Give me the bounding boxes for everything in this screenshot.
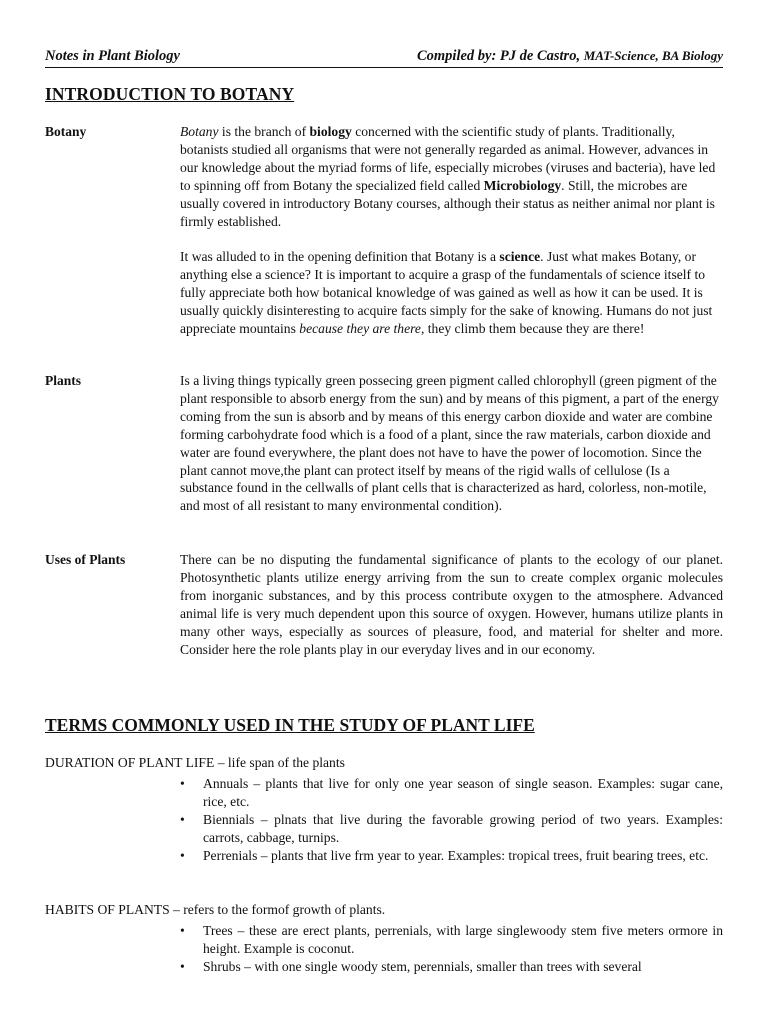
list-item (180, 811, 723, 847)
bullet-icon: • (180, 923, 185, 938)
header-compiled-by: Compiled by: PJ de Castro, (416, 48, 584, 64)
botany-p1-text-a: is the branch of (218, 124, 310, 139)
header-right (417, 48, 723, 65)
duration-item-biennials: Biennials – plnats that live during the favorable growing period of two years. Examples: carrots, cabbage, turnips. (203, 811, 723, 845)
botany-p2-text-b: . Just what makes Botany, or anything else a science? It is important to acquire a grasp of the fundamentals of science itself to fully appreciate both how botanical knowledge of was gained as well as how it can be used. It is usually quickly disinteresting to acquire facts simply for the sake of knowing. Humans do not just appreciate mountains (180, 249, 713, 336)
page-header (45, 48, 723, 68)
bullet-icon: • (180, 811, 185, 827)
botany-paragraph-2 (180, 248, 723, 338)
botany-p1-text-b: concerned with the scientific study of plants. Traditionally, botanists studied all organisms that were not generally regarded as animal. However, advances in our knowledge about the myriad forms of life, especially microbes (viruses and bacteria), have led to spinning off from Botany the specialized field called (180, 124, 716, 193)
bullet-icon: • (180, 776, 185, 791)
plants-paragraph: Is a living things typically green possecing green pigment called chlorophyll (green pigment of the plant responsible to absorb energy from the sun) and by means of this pigment, a part of the energy coming from the sun is absorb and by means of this energy carbon dioxide and water are combine forming carbohydrate food which is a food of a plant, since the raw materials, carbon dioxide and water are found everywhere, the plant does not have to have the power of locomotion. Since the plant cannot move,the plant can protect itself by means of the rigid walls of cellulose (Is a substance found in the cellwalls of plant cells that is characterized as hard, colorless, non-motile, and most of all resistant to many environmental condition). (180, 373, 719, 514)
botany-term: Botany (180, 124, 219, 139)
list-item (180, 775, 723, 811)
habits-list (180, 922, 723, 976)
terms-title: TERMS COMMONLY USED IN THE STUDY OF PLANT LIFE (45, 715, 535, 735)
botany-paragraph-1 (180, 123, 723, 230)
header-credentials: MAT-Science, BA Biology (583, 48, 723, 63)
science-term: science (499, 249, 541, 264)
habits-item-trees: Trees – these are erect plants, perrenials, with large singlewoody stem five meters ormore in height. Example is coconut. (203, 923, 723, 956)
botany-p2-text-a: It was alluded to in the opening definition that Botany is a (180, 249, 500, 264)
duration-item-perrenials: Perrenials – plants that live frm year to year. Examples: tropical trees, fruit bearing trees, etc. (203, 847, 709, 863)
biology-term: biology (309, 124, 352, 139)
list-item (180, 958, 723, 976)
duration-heading: DURATION OF PLANT LIFE – life span of the plants (45, 755, 345, 770)
botany-label: Botany (45, 124, 87, 139)
intro-title: INTRODUCTION TO BOTANY (45, 84, 295, 104)
duration-list (180, 775, 723, 865)
list-item (180, 847, 723, 865)
bullet-icon: • (180, 847, 185, 863)
header-left: Notes in Plant Biology (45, 48, 180, 64)
because-they-are-there: because they are there (299, 320, 421, 336)
botany-p1-text-c: . Still, the microbes are usually covered in introductory Botany courses, although their status as neither animal nor plant is firmly established. (180, 177, 715, 229)
uses-of-plants-label: Uses of Plants (45, 552, 126, 567)
botany-p2-text-c: , they climb them because they are there! (420, 320, 645, 336)
bullet-icon: • (180, 958, 185, 974)
uses-of-plants-paragraph: There can be no disputing the fundamental significance of plants to the ecology of our planet. Photosynthetic plants utilize energy arriving from the sun to create complex organic molecules from inorganic substances, and by this process contribute oxygen to the atmosphere. Advanced animal life is very much dependent upon this source of oxygen. However, humans utilize plants in many other ways, especially as sources of pleasure, food, and material for shelter and more. Consider here the role plants play in our everyday lives and in our economy. (180, 552, 723, 657)
duration-item-annuals: Annuals – plants that live for only one year season of single season. Examples: sugar cane, rice, etc. (203, 776, 723, 809)
list-item (180, 922, 723, 958)
microbiology-term: Microbiology (483, 177, 562, 193)
habits-heading: HABITS OF PLANTS – refers to the formof growth of plants. (45, 902, 386, 917)
plants-label: Plants (45, 373, 82, 388)
habits-item-shrubs: Shrubs – with one single woody stem, perennials, smaller than trees with several (203, 958, 642, 974)
